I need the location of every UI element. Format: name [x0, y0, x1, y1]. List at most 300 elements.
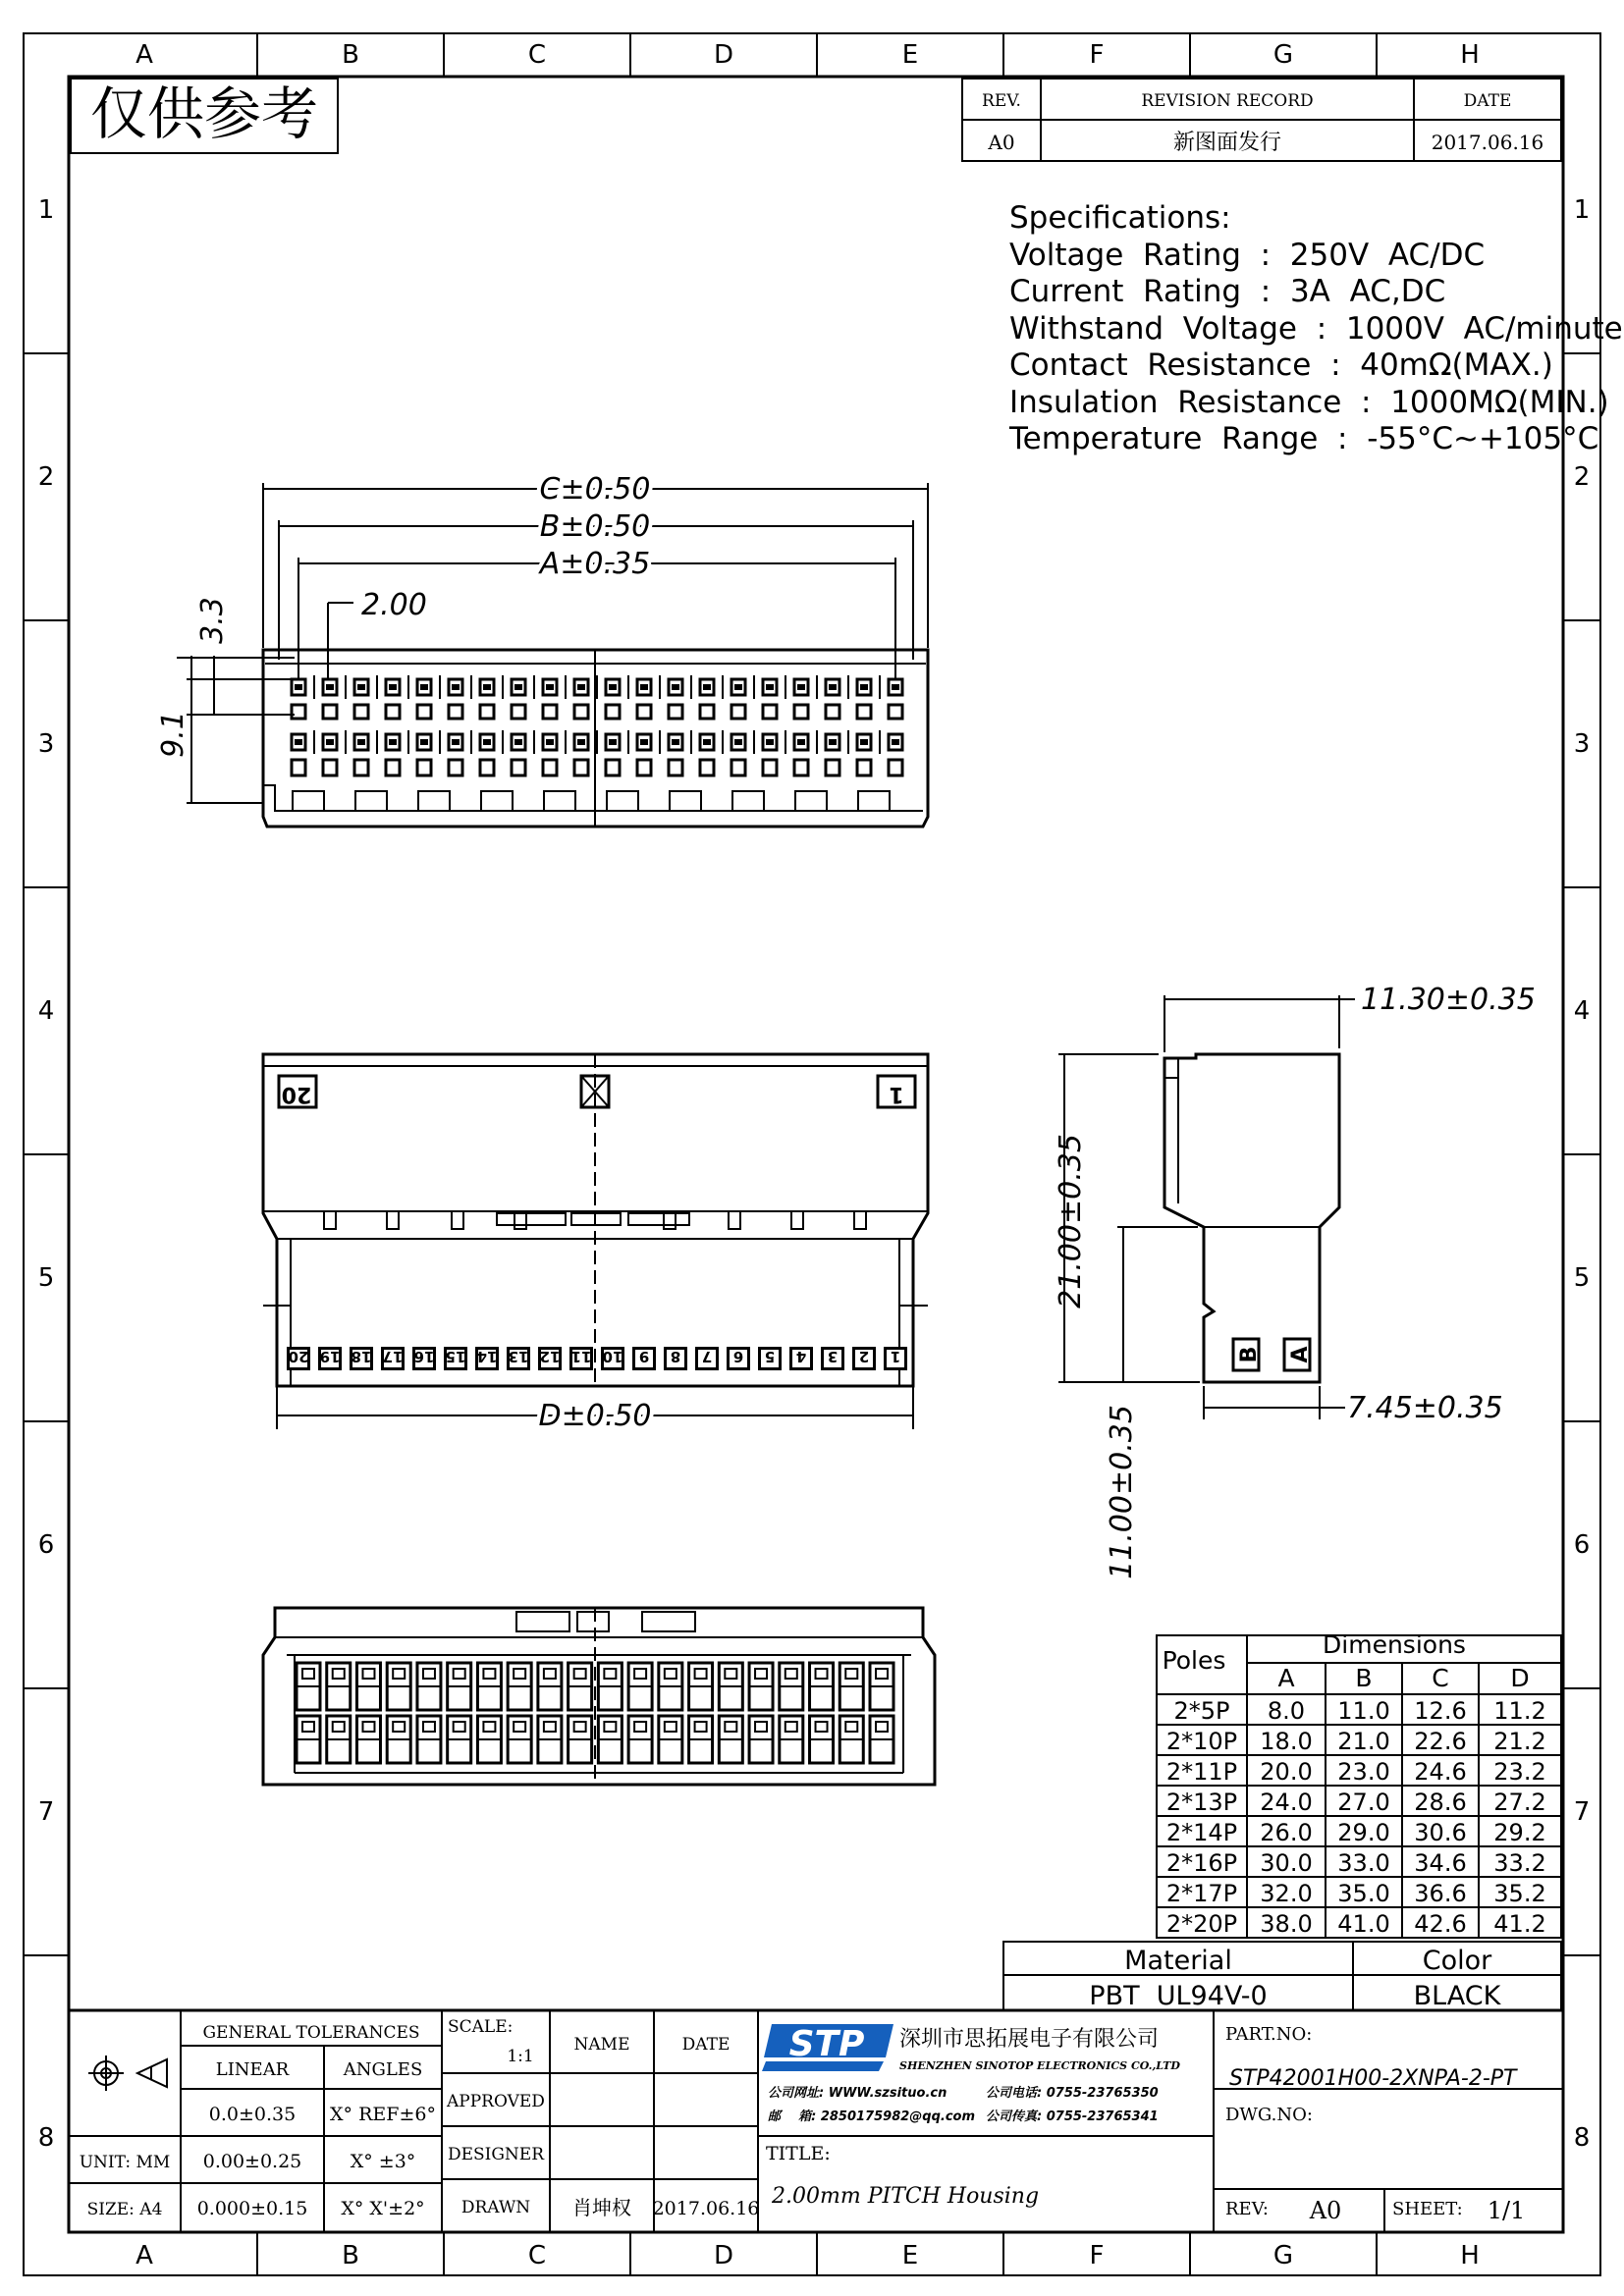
- row-label: 2: [37, 462, 55, 492]
- top-cavity: [700, 705, 714, 719]
- pin-1-label: 1: [889, 1082, 904, 1106]
- row-label: 7: [37, 1797, 55, 1827]
- spec-line: Temperature Range : -55°C~+105°C: [1009, 421, 1599, 456]
- pin-number-label: 15: [445, 1348, 466, 1365]
- bottom-cavity-window: [362, 1722, 374, 1732]
- top-cavity: [292, 705, 305, 719]
- dim-table-col-header: D: [1510, 1664, 1530, 1692]
- pin-number-label: 9: [638, 1348, 650, 1365]
- top-terminal-contact: [420, 739, 428, 745]
- bottom-cavity-window: [514, 1722, 525, 1732]
- dim-table-value-cell: 27.2: [1493, 1789, 1546, 1816]
- dim-table-value-cell: 30.6: [1414, 1819, 1467, 1846]
- dim-table-value-cell: 27.0: [1337, 1789, 1390, 1816]
- dim-table-value-cell: 35.2: [1493, 1880, 1546, 1907]
- top-cavity: [449, 760, 462, 775]
- bottom-cavity-window: [454, 1722, 465, 1732]
- top-cavity: [763, 705, 777, 719]
- column-label: F: [1089, 2241, 1105, 2270]
- dim-table-value-cell: 12.6: [1414, 1697, 1467, 1725]
- dim-table-value-cell: 28.6: [1414, 1789, 1467, 1816]
- dim-table-value-cell: 34.6: [1414, 1849, 1467, 1877]
- column-label: A: [135, 40, 153, 70]
- bottom-cavity-window: [876, 1669, 888, 1679]
- bottom-cavity-window: [333, 1722, 345, 1732]
- material-value: PBT UL94V-0: [1089, 1981, 1268, 2011]
- front-rib: [452, 1211, 463, 1229]
- row-label: 7: [1573, 1797, 1591, 1827]
- title-value: 2.00mm PITCH Housing: [772, 2184, 1040, 2209]
- logo-text: STP: [788, 2024, 865, 2064]
- designer-label: DESIGNER: [447, 2145, 545, 2164]
- company-email: 邮 箱: 2850175982@qq.com: [768, 2109, 976, 2124]
- top-terminal-contact: [546, 739, 554, 745]
- pin-20-label: 20: [281, 1082, 312, 1106]
- row-label: 3: [1573, 729, 1591, 759]
- bottom-cavity-window: [816, 1722, 828, 1732]
- column-label: H: [1460, 2241, 1480, 2270]
- dim-table-poles-cell: 2*10P: [1165, 1728, 1238, 1755]
- dim-table-value-cell: 11.2: [1493, 1697, 1546, 1725]
- size-label: SIZE: A4: [86, 2200, 163, 2219]
- dim-table-poles-cell: 2*17P: [1165, 1880, 1238, 1907]
- dim-table-poles-cell: 2*14P: [1165, 1819, 1238, 1846]
- top-terminal-contact: [892, 739, 899, 745]
- top-terminal-contact: [860, 684, 868, 690]
- part-no-label: PART.NO:: [1225, 2024, 1313, 2045]
- column-label: B: [342, 2241, 359, 2270]
- dim-table-value-cell: 41.2: [1493, 1910, 1546, 1938]
- bottom-cavity-window: [665, 1669, 677, 1679]
- row-b-label: B: [1237, 1346, 1262, 1363]
- top-cavity: [574, 705, 588, 719]
- row-label: 6: [1573, 1530, 1591, 1560]
- dim-table-value-cell: 33.2: [1493, 1849, 1546, 1877]
- top-terminal-contact: [640, 739, 648, 745]
- revision-record-header: REVISION RECORD: [1141, 91, 1314, 111]
- bottom-cavity-window: [333, 1669, 345, 1679]
- spec-line: Current Rating : 3A AC,DC: [1009, 274, 1446, 309]
- tolerance-symbol: [88, 2056, 167, 2091]
- bottom-cavity-window: [514, 1669, 525, 1679]
- top-terminal-contact: [546, 684, 554, 690]
- front-rib: [324, 1211, 336, 1229]
- row-label: 1: [1573, 195, 1591, 225]
- bottom-cavity-window: [423, 1669, 435, 1679]
- rev-value: A0: [1309, 2197, 1342, 2224]
- column-label: E: [901, 40, 919, 70]
- dim-table-value-cell: 29.0: [1337, 1819, 1390, 1846]
- column-label: A: [135, 2241, 153, 2270]
- top-bottom-slot: [481, 791, 513, 811]
- top-terminal-contact: [609, 684, 617, 690]
- top-cavity: [480, 705, 494, 719]
- column-label: D: [713, 2241, 734, 2270]
- top-cavity: [354, 705, 368, 719]
- dim-table-value-cell: 23.2: [1493, 1758, 1546, 1786]
- dim-table-value-cell: 20.0: [1260, 1758, 1313, 1786]
- top-terminal-contact: [483, 684, 491, 690]
- top-terminal-contact: [703, 739, 711, 745]
- company-website: 公司网址: WWW.szsituo.cn: [768, 2086, 947, 2101]
- pin-number-label: 5: [764, 1348, 776, 1365]
- pin-number-label: 8: [670, 1348, 681, 1365]
- pin-number-label: 14: [476, 1348, 498, 1365]
- column-label: C: [527, 40, 547, 70]
- dimension-table: [1157, 1630, 1561, 1938]
- row-label: 2: [1573, 462, 1591, 492]
- top-cavity: [637, 760, 651, 775]
- dim-b-label: B±0.50: [539, 509, 651, 544]
- approved-label: APPROVED: [447, 2092, 545, 2111]
- dim-d-label: D±0.50: [538, 1399, 652, 1433]
- top-terminal-contact: [420, 684, 428, 690]
- top-cavity: [449, 705, 462, 719]
- bottom-cavity-window: [604, 1722, 616, 1732]
- top-terminal-contact: [295, 739, 302, 745]
- dim-table-value-cell: 18.0: [1260, 1728, 1313, 1755]
- dim-table-poles-cell: 2*11P: [1165, 1758, 1238, 1786]
- pin-number-label: 18: [351, 1348, 372, 1365]
- top-bottom-slot: [732, 791, 764, 811]
- top-bottom-slot: [418, 791, 450, 811]
- bottom-cavity-window: [816, 1669, 828, 1679]
- company-name-cn: 深圳市思拓展电子有限公司: [899, 2027, 1160, 2052]
- top-cavity: [543, 760, 557, 775]
- pin-number-label: 16: [413, 1348, 435, 1365]
- row-label: 5: [37, 1263, 55, 1293]
- column-label: D: [713, 40, 734, 70]
- bottom-cavity-window: [845, 1722, 857, 1732]
- row-label: 8: [37, 2123, 55, 2153]
- spec-line: Contact Resistance : 40mΩ(MAX.): [1009, 347, 1553, 383]
- top-terminal-contact: [734, 739, 742, 745]
- top-bottom-slot: [355, 791, 387, 811]
- specifications: [1008, 200, 1623, 456]
- spec-title: Specifications:: [1009, 200, 1231, 236]
- bottom-cavity-window: [574, 1669, 586, 1679]
- unit-label: UNIT: MM: [79, 2153, 171, 2172]
- front-rib: [729, 1211, 740, 1229]
- top-cavity: [606, 705, 620, 719]
- front-view-pin-numbers: [287, 1347, 907, 1370]
- watermark-text: 仅供参考: [89, 80, 319, 147]
- dim-table-col-header: C: [1432, 1664, 1449, 1692]
- top-terminal-contact: [703, 684, 711, 690]
- general-tolerances: GENERAL TOLERANCES: [202, 2023, 420, 2043]
- column-label: F: [1089, 40, 1105, 70]
- bottom-cavity-window: [845, 1669, 857, 1679]
- pin-number-label: 2: [858, 1348, 870, 1365]
- top-cavity: [543, 705, 557, 719]
- pin-number-label: 3: [827, 1348, 839, 1365]
- top-terminal-contact: [672, 739, 679, 745]
- scale-label: SCALE:: [448, 2017, 514, 2037]
- bottom-cavity-window: [665, 1722, 677, 1732]
- tol-angle-1: X° REF±6°: [330, 2104, 436, 2125]
- dim-table-poles-cell: 2*13P: [1165, 1789, 1238, 1816]
- pin-number-label: 6: [732, 1348, 744, 1365]
- front-view: [263, 1054, 928, 1429]
- row-label: 3: [37, 729, 55, 759]
- top-cavity: [512, 705, 525, 719]
- top-bottom-slot: [607, 791, 638, 811]
- bottom-cavity-window: [302, 1669, 314, 1679]
- top-cavity: [669, 705, 682, 719]
- drawn-date: 2017.06.16: [652, 2198, 760, 2219]
- company-logo: [762, 2024, 893, 2071]
- drawn-name: 肖坤权: [572, 2196, 631, 2219]
- top-terminal-contact: [452, 684, 460, 690]
- dim-table-value-cell: 24.0: [1260, 1789, 1313, 1816]
- bottom-cavity-window: [785, 1722, 797, 1732]
- top-terminal-contact: [326, 684, 334, 690]
- material-header: Material: [1124, 1946, 1232, 1976]
- dim-table-value-cell: 42.6: [1414, 1910, 1467, 1938]
- bottom-cavity-window: [393, 1722, 405, 1732]
- material-table: [1003, 1942, 1561, 2011]
- top-terminal-contact: [892, 684, 899, 690]
- dim-table-value-cell: 32.0: [1260, 1880, 1313, 1907]
- top-terminal-contact: [577, 739, 585, 745]
- pin-number-label: 13: [508, 1348, 529, 1365]
- column-label: E: [901, 2241, 919, 2270]
- dim-table-value-cell: 23.0: [1337, 1758, 1390, 1786]
- top-cavity: [323, 760, 337, 775]
- top-terminal-contact: [766, 684, 774, 690]
- revision-date: 2017.06.16: [1431, 131, 1544, 154]
- top-terminal-contact: [357, 739, 365, 745]
- row-label: 4: [1573, 996, 1591, 1026]
- spec-line: Insulation Resistance : 1000MΩ(MIN.): [1009, 385, 1609, 420]
- top-terminal-contact: [326, 739, 334, 745]
- dim-table-value-cell: 22.6: [1414, 1728, 1467, 1755]
- tol-angle-2: X° ±3°: [350, 2151, 416, 2172]
- pin-number-label: 4: [795, 1348, 807, 1365]
- top-cavity: [637, 705, 651, 719]
- top-cavity: [417, 760, 431, 775]
- column-label: G: [1272, 2241, 1294, 2270]
- revision-table: [962, 79, 1561, 161]
- bottom-cavity-window: [483, 1722, 495, 1732]
- column-label: G: [1272, 40, 1294, 70]
- top-terminal-contact: [514, 684, 522, 690]
- bottom-cavity-window: [544, 1669, 556, 1679]
- dim-pitch-label: 2.00: [361, 588, 427, 622]
- bottom-cavity-window: [393, 1669, 405, 1679]
- pin-number-label: 10: [602, 1348, 623, 1365]
- bottom-cavity-window: [755, 1669, 767, 1679]
- front-rib: [791, 1211, 803, 1229]
- dim-h2-label: 9.1: [156, 711, 190, 758]
- row-label: 4: [37, 996, 55, 1026]
- bottom-cavity-window: [454, 1669, 465, 1679]
- top-terminal-contact: [829, 739, 837, 745]
- tol-linear-3: 0.000±0.15: [196, 2198, 308, 2219]
- pin-number-label: 1: [890, 1348, 901, 1365]
- rev-label: REV:: [1225, 2199, 1269, 2219]
- pin-number-label: 20: [288, 1348, 309, 1365]
- sheet-label: SHEET:: [1392, 2199, 1463, 2219]
- bottom-cavity-window: [604, 1669, 616, 1679]
- top-cavity: [386, 760, 400, 775]
- row-label: 1: [37, 195, 55, 225]
- date-header: DATE: [681, 2035, 731, 2055]
- top-cavity: [826, 760, 839, 775]
- top-terminal-contact: [295, 684, 302, 690]
- dim-table-poles-cell: 2*16P: [1165, 1849, 1238, 1877]
- dim-table-poles-cell: 2*20P: [1165, 1910, 1238, 1938]
- dim-height-label: 21.00±0.35: [1054, 1134, 1088, 1308]
- sheet-value: 1/1: [1487, 2197, 1526, 2224]
- dim-table-value-cell: 29.2: [1493, 1819, 1546, 1846]
- row-a-label: A: [1288, 1346, 1313, 1363]
- spec-line: Withstand Voltage : 1000V AC/minute: [1009, 311, 1623, 347]
- top-cavity: [417, 705, 431, 719]
- rev-value: A0: [988, 131, 1015, 154]
- top-terminal-contact: [640, 684, 648, 690]
- bottom-cavity-window: [725, 1669, 736, 1679]
- dim-h1-label: 3.3: [195, 597, 230, 644]
- dim-table-value-cell: 36.6: [1414, 1880, 1467, 1907]
- top-cavity: [574, 760, 588, 775]
- name-header: NAME: [573, 2035, 630, 2055]
- dim-table-value-cell: 11.0: [1337, 1697, 1390, 1725]
- dim-table-value-cell: 35.0: [1337, 1880, 1390, 1907]
- top-cavity: [354, 760, 368, 775]
- top-cavity: [731, 705, 745, 719]
- top-cavity: [292, 760, 305, 775]
- pin-number-label: 12: [539, 1348, 561, 1365]
- bottom-cavity-window: [876, 1722, 888, 1732]
- dim-table-col-header: B: [1355, 1664, 1373, 1692]
- dim-foot-label: 7.45±0.35: [1347, 1391, 1503, 1425]
- top-cavity: [794, 705, 808, 719]
- top-terminal-contact: [734, 684, 742, 690]
- dim-table-value-cell: 41.0: [1337, 1910, 1390, 1938]
- dim-table-value-cell: 8.0: [1267, 1697, 1306, 1725]
- scale-value: 1:1: [507, 2047, 534, 2066]
- pin-number-label: 7: [701, 1348, 713, 1365]
- top-terminal-contact: [452, 739, 460, 745]
- top-cavity: [700, 760, 714, 775]
- pin-number-label: 17: [382, 1348, 404, 1365]
- bottom-cavity-window: [423, 1722, 435, 1732]
- dim-table-value-cell: 21.0: [1337, 1728, 1390, 1755]
- top-cavity: [669, 760, 682, 775]
- dim-table-value-cell: 21.2: [1493, 1728, 1546, 1755]
- revision-desc: 新图面发行: [1172, 131, 1282, 155]
- top-terminal-contact: [389, 684, 397, 690]
- bottom-cavity-window: [785, 1669, 797, 1679]
- top-cavity: [323, 705, 337, 719]
- top-cavity: [512, 760, 525, 775]
- top-bottom-slot: [858, 791, 890, 811]
- part-no-value: STP42001H00-2XNPA-2-PT: [1229, 2066, 1517, 2091]
- bottom-cavity-window: [302, 1722, 314, 1732]
- date-header: DATE: [1463, 91, 1512, 111]
- top-cavity: [763, 760, 777, 775]
- column-label: H: [1460, 40, 1480, 70]
- pin-number-label: 11: [570, 1348, 592, 1365]
- top-terminal-contact: [797, 739, 805, 745]
- bottom-cavity-window: [755, 1722, 767, 1732]
- dim-table-value-cell: 33.0: [1337, 1849, 1390, 1877]
- dim-a-label: A±0.35: [539, 547, 651, 581]
- top-cavity: [480, 760, 494, 775]
- bottom-cavity-window: [362, 1669, 374, 1679]
- top-bottom-slot: [293, 791, 324, 811]
- top-cavity: [889, 760, 902, 775]
- bottom-cavity-window: [725, 1722, 736, 1732]
- drawn-label: DRAWN: [460, 2198, 531, 2217]
- front-rib: [387, 1211, 399, 1229]
- poles-header: Poles: [1162, 1646, 1226, 1675]
- bottom-cavity-window: [634, 1722, 646, 1732]
- top-terminal-contact: [829, 684, 837, 690]
- color-header: Color: [1422, 1946, 1492, 1976]
- front-rib: [854, 1211, 866, 1229]
- top-terminal-contact: [609, 739, 617, 745]
- column-label: C: [527, 2241, 547, 2270]
- row-label: 5: [1573, 1263, 1591, 1293]
- top-terminal-contact: [389, 739, 397, 745]
- bottom-cavity-window: [695, 1669, 707, 1679]
- top-terminal-contact: [860, 739, 868, 745]
- top-cavity: [731, 760, 745, 775]
- company-fax: 公司传真: 0755-23765341: [986, 2109, 1159, 2124]
- dim-table-value-cell: 30.0: [1260, 1849, 1313, 1877]
- color-value: BLACK: [1413, 1981, 1501, 2011]
- top-cavity: [857, 705, 871, 719]
- column-label: B: [342, 40, 359, 70]
- top-bottom-slot: [544, 791, 575, 811]
- dim-lower-height-label: 11.00±0.35: [1105, 1405, 1139, 1579]
- dim-table-value-cell: 24.6: [1414, 1758, 1467, 1786]
- dim-table-poles-cell: 2*5P: [1173, 1697, 1230, 1725]
- spec-line: Voltage Rating : 250V AC/DC: [1009, 238, 1486, 273]
- dim-table-value-cell: 38.0: [1260, 1910, 1313, 1938]
- dim-table-col-header: A: [1277, 1664, 1295, 1692]
- pin-number-label: 19: [319, 1348, 341, 1365]
- row-label: 6: [37, 1530, 55, 1560]
- top-terminal-contact: [357, 684, 365, 690]
- top-cavity: [606, 760, 620, 775]
- tol-linear-1: 0.0±0.35: [208, 2104, 297, 2125]
- company-name-en: SHENZHEN SINOTOP ELECTRONICS CO.,LTD: [899, 2059, 1180, 2072]
- top-cavity: [794, 760, 808, 775]
- bottom-cavity-window: [634, 1669, 646, 1679]
- top-terminal-contact: [577, 684, 585, 690]
- company-phone: 公司电话: 0755-23765350: [986, 2086, 1159, 2101]
- top-bottom-slot: [795, 791, 827, 811]
- bottom-cavity-window: [483, 1669, 495, 1679]
- top-terminal-contact: [672, 684, 679, 690]
- linear-header: LINEAR: [215, 2059, 290, 2080]
- top-view-pin-grid: [292, 675, 902, 811]
- top-terminal-contact: [483, 739, 491, 745]
- top-terminal-contact: [766, 739, 774, 745]
- top-cavity: [826, 705, 839, 719]
- dim-c-label: C±0.50: [539, 472, 651, 507]
- top-cavity: [857, 760, 871, 775]
- top-terminal-contact: [797, 684, 805, 690]
- dim-width-label: 11.30±0.35: [1361, 983, 1536, 1017]
- top-cavity: [386, 705, 400, 719]
- title-label: TITLE:: [766, 2143, 831, 2164]
- tol-linear-2: 0.00±0.25: [202, 2151, 302, 2172]
- angles-header: ANGLES: [343, 2059, 423, 2080]
